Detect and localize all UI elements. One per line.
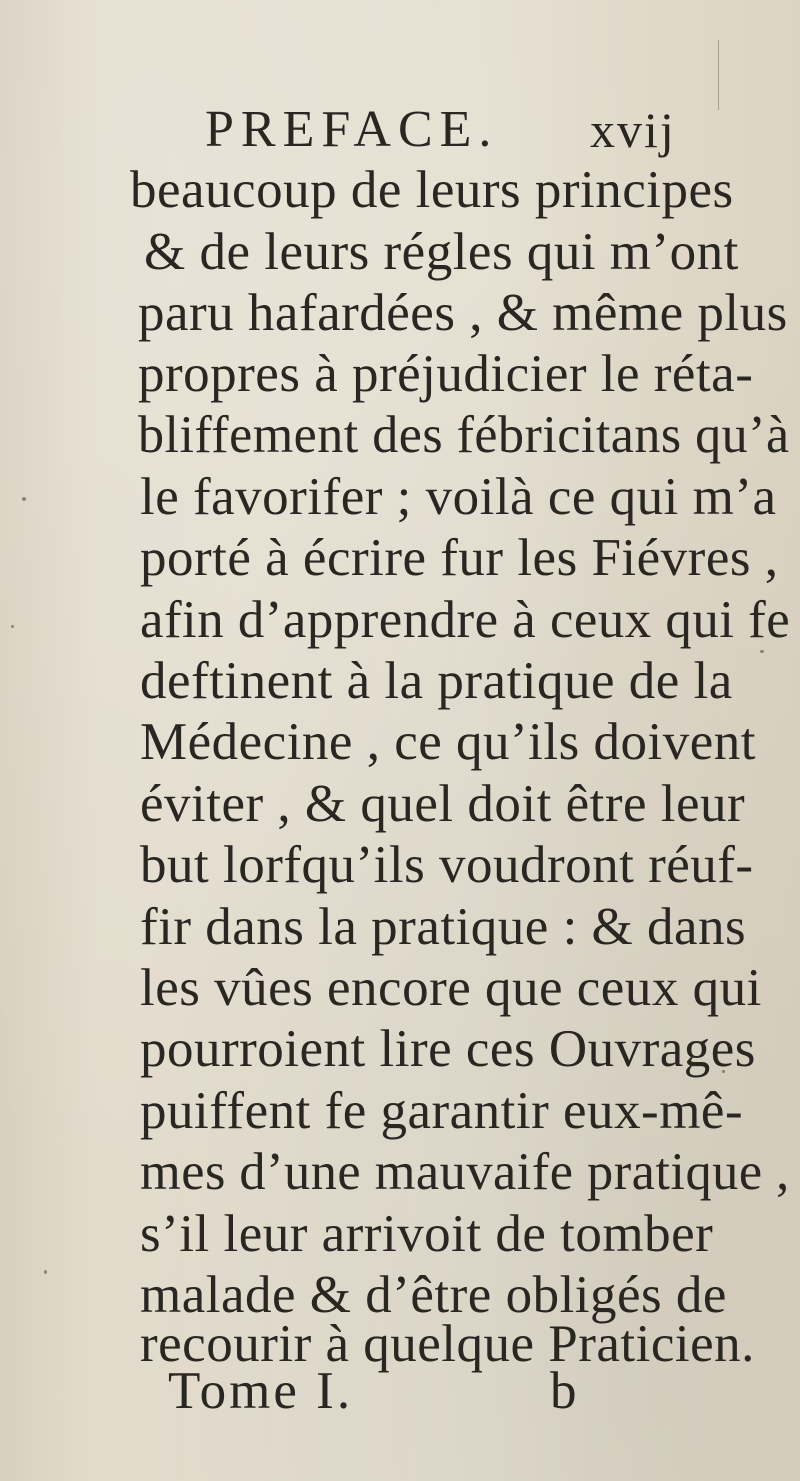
text-line: recourir à quelque Praticien. — [140, 1315, 755, 1373]
text-line: pourroient lire ces Ouvrages — [140, 1020, 756, 1078]
text-line: bliffement des fébricitans qu’à — [138, 406, 790, 464]
text-line: malade & d’être obligés de — [140, 1266, 727, 1324]
page-number: xvij — [590, 102, 676, 158]
text-line: deftinent à la pratique de la — [140, 652, 733, 710]
text-line: s’il leur arrivoit de tomber — [140, 1205, 714, 1263]
text-line: mes d’une mauvaife pratique , — [140, 1143, 790, 1201]
paper-speck — [722, 1070, 725, 1073]
text-line: fir dans la pratique : & dans — [140, 898, 747, 956]
text-line: propres à préjudicier le réta- — [138, 345, 754, 403]
running-title: PREFACE. — [205, 101, 499, 158]
paper-speck — [11, 625, 14, 628]
volume-signature: Tome I. — [168, 1362, 354, 1420]
text-line: paru hafardées , & même plus — [138, 284, 788, 342]
text-line: beaucoup de leurs principes — [130, 161, 734, 219]
paper-speck — [22, 497, 26, 501]
text-line: éviter , & quel doit être leur — [140, 775, 746, 833]
text-line: puiffent fe garantir eux-mê- — [140, 1082, 744, 1140]
gathering-signature: b — [550, 1362, 577, 1420]
text-line: le favorifer ; voilà ce qui m’a — [140, 468, 777, 526]
text-line: Médecine , ce qu’ils doivent — [140, 713, 756, 771]
text-line: les vûes encore que ceux qui — [140, 959, 762, 1017]
text-line: afin d’apprendre à ceux qui fe — [140, 591, 791, 649]
text-line: but lorfqu’ils voudront réuf- — [140, 836, 754, 894]
text-line: porté à écrire fur les Fiévres , — [140, 529, 779, 587]
paper-speck — [44, 1270, 47, 1274]
text-line: & de leurs régles qui m’ont — [144, 223, 739, 281]
paper-speck — [760, 650, 764, 653]
